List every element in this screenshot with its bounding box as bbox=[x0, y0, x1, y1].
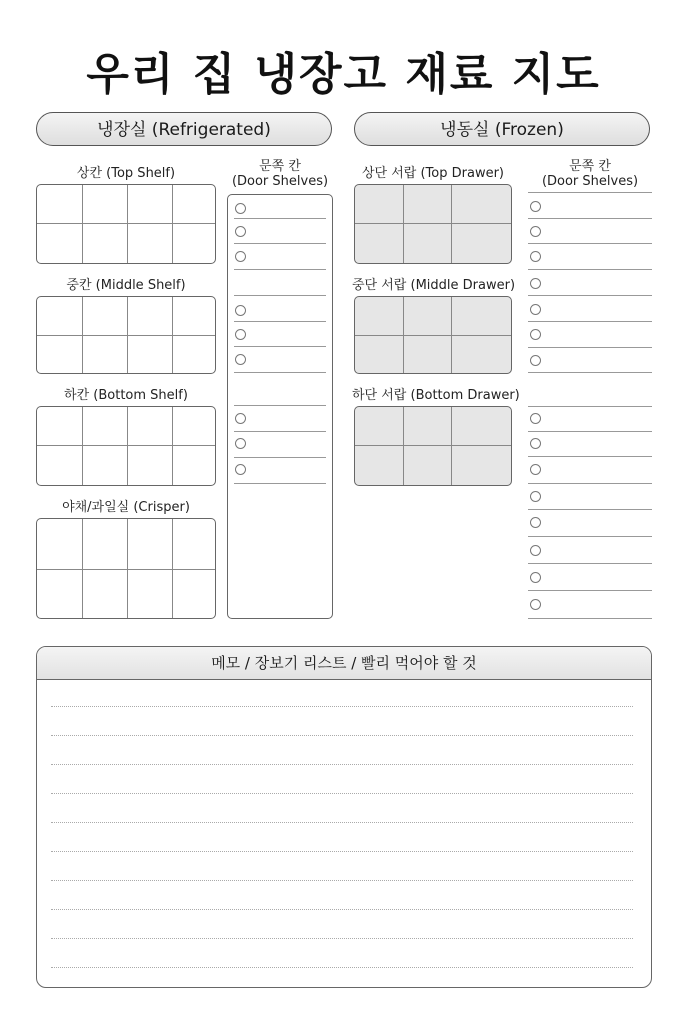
freezer-drawer-middle[interactable] bbox=[354, 296, 512, 374]
fridge-shelf-bottom[interactable] bbox=[36, 406, 216, 486]
freezer-drawer-label-bottom: 하단 서랍 (Bottom Drawer) bbox=[352, 388, 520, 403]
freezer-drawer-label-middle: 중단 서랍 (Middle Drawer) bbox=[352, 278, 516, 293]
freezer-drawer-top[interactable] bbox=[354, 184, 512, 264]
freezer-drawer-label-top: 상단 서랍 (Top Drawer) bbox=[361, 166, 504, 181]
fridge-header: 냉장실 (Refrigerated) bbox=[36, 112, 332, 146]
fridge-shelf-label-top: 상칸 (Top Shelf) bbox=[76, 166, 176, 181]
freezer-door-label: 문쪽 칸 (Door Shelves) bbox=[541, 159, 639, 189]
fridge-door-shelves[interactable] bbox=[227, 194, 333, 619]
fridge-shelf-middle[interactable] bbox=[36, 296, 216, 374]
memo-header: 메모 / 장보기 리스트 / 빨리 먹어야 할 것 bbox=[37, 647, 651, 680]
fridge-shelf-label-crisper: 야채/과일실 (Crisper) bbox=[62, 500, 190, 515]
fridge-shelf-crisper[interactable] bbox=[36, 518, 216, 619]
freezer-drawer-bottom[interactable] bbox=[354, 406, 512, 486]
memo-box[interactable] bbox=[36, 646, 652, 988]
freezer-header: 냉동실 (Frozen) bbox=[354, 112, 650, 146]
fridge-shelf-label-middle: 중칸 (Middle Shelf) bbox=[66, 278, 186, 293]
fridge-shelf-label-bottom: 하칸 (Bottom Shelf) bbox=[64, 388, 188, 403]
freezer-door-shelves[interactable] bbox=[528, 192, 652, 620]
page-title: 우리 집 냉장고 재료 지도 bbox=[86, 49, 601, 100]
fridge-shelf-top[interactable] bbox=[36, 184, 216, 264]
fridge-door-label: 문쪽 칸 (Door Shelves) bbox=[231, 159, 329, 189]
